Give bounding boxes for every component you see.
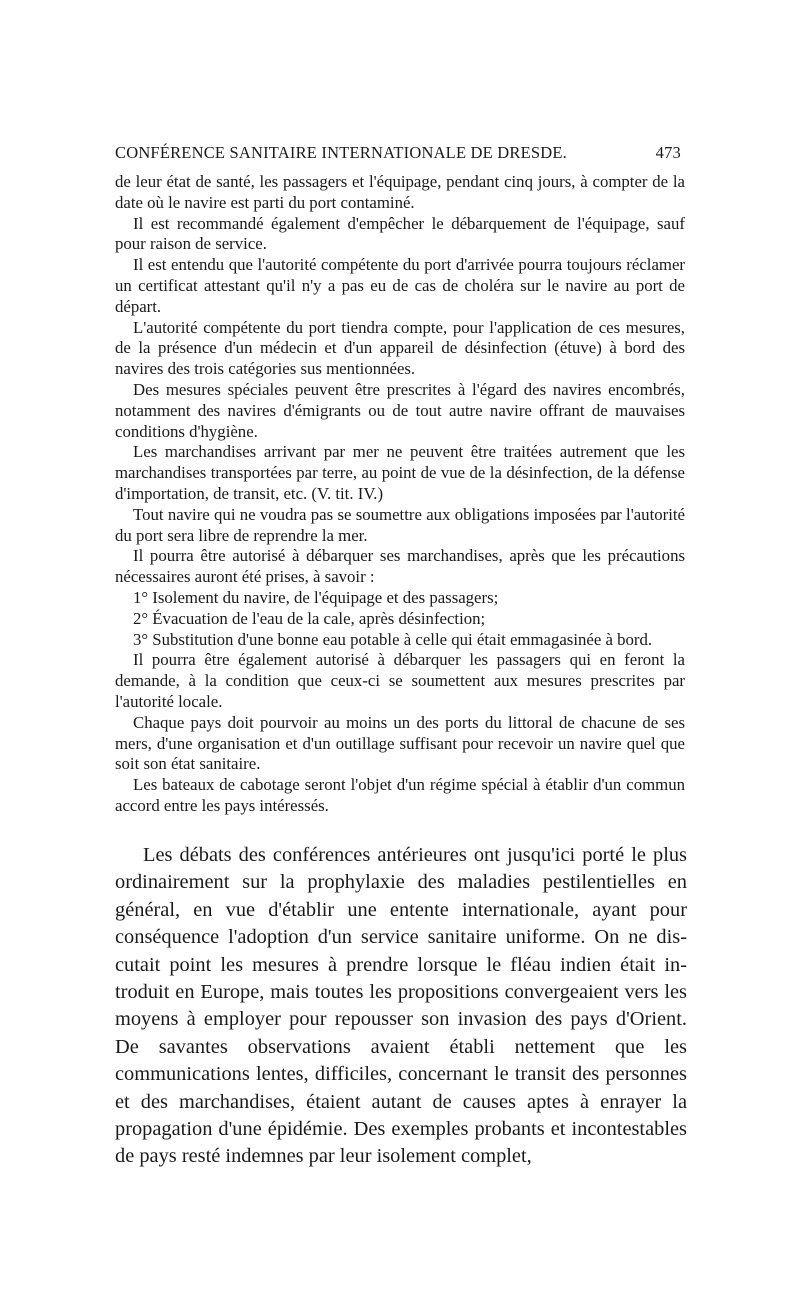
paragraph: Les marchandises arrivant par mer ne peuvent être traitées autrement que les marchandises transportées par terre, au point de vue de la désinfection, de la défense d'importation, de transit, etc. (V. tit. IV.) — [115, 442, 685, 503]
paragraph: Les débats des conférences antérieures ont jusqu'ici porté le plus ordinairement sur la prophylaxie des maladies pestilentielles en général, en vue d'établir une entente internationale, ayant pour conséquence l'adoption d'un service sanitaire uniforme. On ne discutait point les mesures à prendre lorsque le fléau indien était introduit en Europe, mais toutes les propositions convergeaient vers les moyens à employer pour repousser son invasion des pays d'Orient. De savantes observations avaient établi nettement que les communications lentes, difficiles, concernant le transit des personnes et des marchandises, étaient autant de causes aptes à enrayer la propagation d'une épidémie. Des exemples probants et incontestables de pays resté indemnes par leur isolement complet, — [115, 844, 687, 1168]
list-item: 2° Évacuation de l'eau de la cale, après désinfection; — [133, 608, 486, 628]
paragraph: Chaque pays doit pourvoir au moins un des ports du littoral de chacune de ses mers, d'une organisation et d'un outillage suffisant pour recevoir un navire quel que soit son état sanitaire. — [115, 712, 685, 774]
regulation-text — [115, 172, 685, 817]
paragraph: Il est recommandé également d'empêcher le débarquement de l'équipage, sauf pour raison de service. — [115, 213, 685, 254]
body-text — [115, 842, 687, 1171]
paragraph: Il pourra être autorisé à débarquer ses marchandises, après que les précautions nécessaires auront été prises, à savoir : — [115, 546, 685, 587]
paragraph: Il est entendu que l'autorité compétente du port d'arrivée pourra toujours réclamer un certificat attestant qu'il n'y a pas eu de cas de choléra sur le navire au port de départ. — [115, 255, 685, 316]
paragraph: Des mesures spéciales peuvent être prescrites à l'égard des navires encombrés, notamment des navires d'émigrants ou de tout autre navire offrant de mauvaises conditions d'hygiène. — [115, 379, 685, 441]
running-head — [115, 143, 681, 163]
paragraph: L'autorité compétente du port tiendra compte, pour l'application de ces mesures, de la présence d'un médecin et d'un appareil de désinfection (étuve) à bord des navires des trois catégories sus mentionnées. — [115, 317, 685, 379]
paragraph: Les bateaux de cabotage seront l'objet d'un régime spécial à établir d'un commun accord entre les pays intéressés. — [115, 775, 685, 815]
running-title: CONFÉRENCE SANITAIRE INTERNATIONALE DE DRESDE. — [115, 143, 567, 162]
list-item: 1° Isolement du navire, de l'équipage et des passagers; — [133, 587, 499, 607]
paragraph: Il pourra être également autorisé à débarquer les passagers qui en feront la demande, à la condition que ceux-ci se soumettent aux mesures prescrites par l'autorité locale. — [115, 650, 685, 711]
paragraph-continuation: de leur état de santé, les passagers et l'équipage, pendant cinq jours, à compter de la date où le navire est parti du port contaminé. — [115, 172, 685, 212]
list-item: 3° Substitution d'une bonne eau potable à celle qui était emmagasinée à bord. — [133, 629, 653, 649]
paragraph: Tout navire qui ne voudra pas se soumettre aux obligations imposées par l'autorité du port sera libre de reprendre la mer. — [115, 504, 685, 545]
page-number: 473 — [655, 143, 681, 162]
